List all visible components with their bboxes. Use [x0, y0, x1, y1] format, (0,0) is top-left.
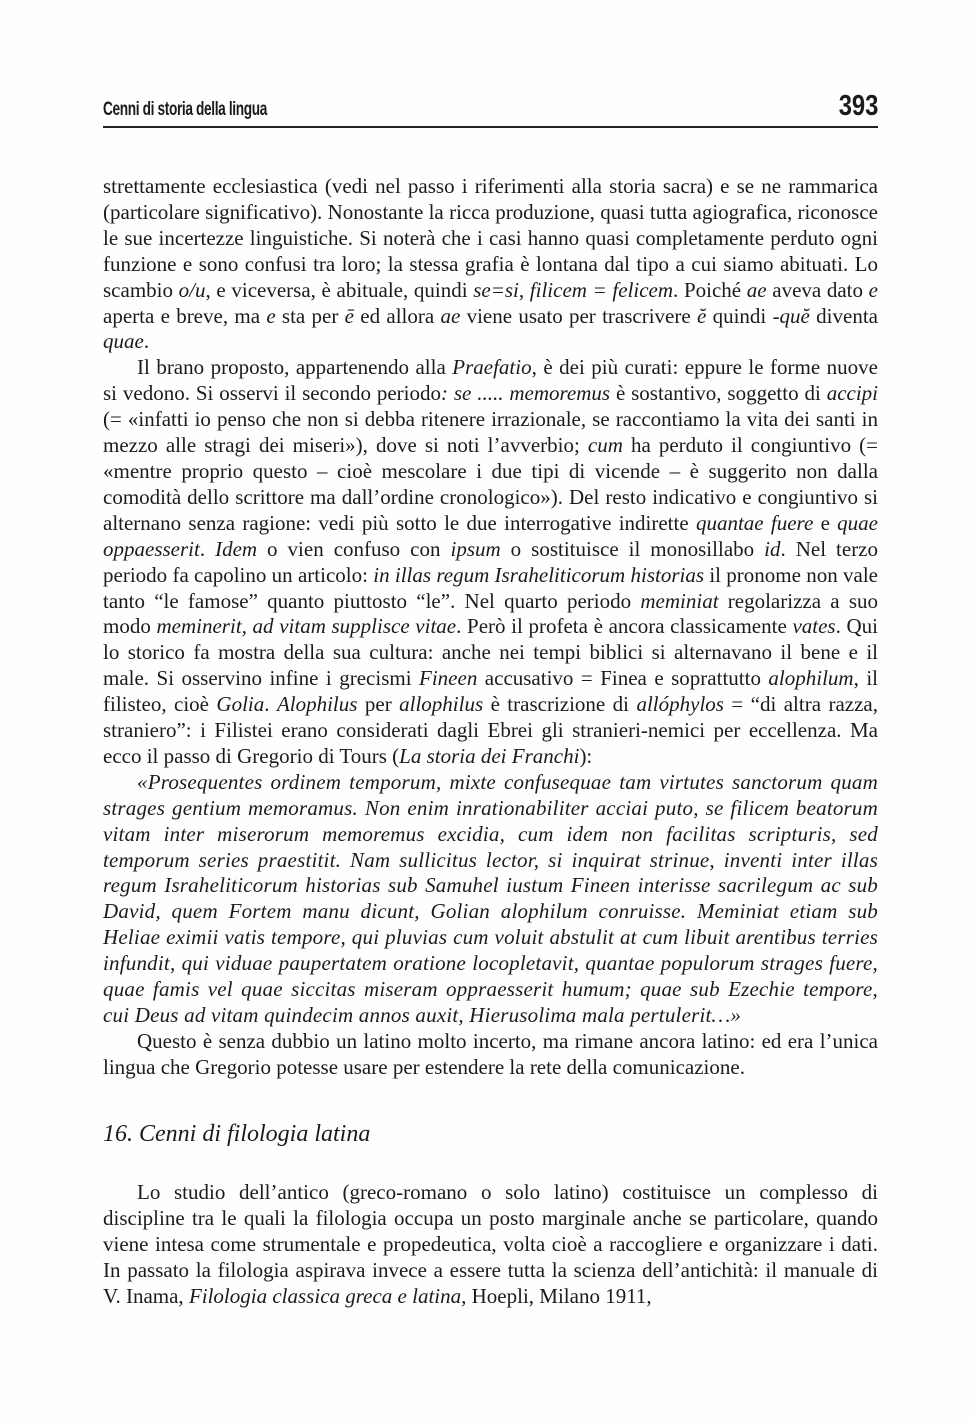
italic-text-run: meminiat — [640, 588, 719, 613]
text-run: quindi — [706, 303, 773, 328]
text-run: aveva dato — [766, 277, 869, 302]
text-run: ): — [579, 743, 593, 768]
italic-text-run: allophilus — [399, 692, 484, 717]
text-run: , il filisteo, cioè — [103, 666, 878, 717]
italic-text-run: vates — [792, 614, 836, 639]
text-run: o vien confuso con — [257, 536, 451, 561]
italic-text-run: La storia dei Franchi — [399, 743, 580, 768]
italic-text-run: : se ..... memoremus — [440, 381, 611, 406]
italic-text-run: Filologia classica greca e latina — [188, 1283, 462, 1308]
running-header — [103, 92, 878, 128]
text-run: aperta e breve, ma — [103, 303, 267, 328]
italic-text-run: 16. Cenni di filologia latina — [103, 1120, 371, 1147]
latin-quote-paragraph — [103, 770, 878, 1029]
running-title: Cenni di storia della lingua — [103, 99, 267, 120]
text-run: strettamente ecclesiastica (vedi nel passo i riferimenti alla storia sacra) e se ne rammarica (particolare significativo). Nonostante la ricca produzione, quasi tutta agiografica, riconosce le sue incertezze linguistiche. Si noterà che i casi hanno quasi completamente perduto ogni funzione e sono confusi tra loro; la stessa grafia è lontana dal tipo a cui siamo abituati. Lo scambio — [103, 174, 878, 302]
text-run: o sostituisce il monosillabo — [500, 536, 765, 561]
text-run: diventa — [809, 303, 878, 328]
italic-text-run: e — [266, 303, 276, 328]
text-run: . Nel terzo periodo fa capolino un articolo: — [103, 536, 879, 587]
italic-text-run: ĕ — [696, 303, 707, 328]
text-run: . Però il profeta è ancora classicamente — [456, 614, 793, 639]
text-run: sta per — [275, 303, 345, 328]
text-run: per — [357, 692, 400, 717]
italic-text-run: ipsum — [450, 536, 501, 561]
italic-text-run: Idem — [215, 536, 258, 561]
text-run: = “di altra razza, straniero”: i Filistei erano considerati dagli Ebrei gli stranieri-nemici per eccellenza. Ma ecco il passo di Gregorio di Tours ( — [103, 692, 878, 768]
text-run: . Qui lo storico fa mostra della sua cultura: anche nei tempi biblici si alternavano il bene e il male. Si osservino infine i grecismi — [103, 614, 878, 691]
text-run: . Poiché — [673, 277, 747, 302]
text-run: (= «infatti io penso che non si debba ritenere irrazionale, se raccontiamo la vita dei santi in mezzo alle stragi dei miseri»), dove si noti l’avverbio; — [103, 407, 878, 458]
text-run: , è dei più curati: eppure le forme nuove si vedono. Si osservi il secondo periodo — [103, 355, 878, 406]
italic-text-run: -quĕ — [772, 303, 810, 328]
text-run: ed allora — [353, 303, 441, 328]
text-run: , e viceversa, è abituale, quindi — [205, 277, 474, 302]
text-run: regolarizza a suo modo — [103, 588, 878, 639]
text-run: è trascrizione di — [483, 692, 637, 717]
italic-text-run: ae — [746, 277, 767, 302]
italic-text-run: accipi — [826, 381, 878, 406]
paragraph-continuation — [103, 174, 878, 355]
italic-text-run: quae oppaesserit — [103, 510, 878, 561]
text-run: Il brano proposto, appartenendo alla — [137, 355, 453, 380]
paragraph-brano-proposto — [103, 355, 878, 770]
italic-text-run: «Prosequentes ordinem temporum, mixte confusequae tam virtutes sanctorum quam strages gentium memoramus. Non enim inrationabiliter acciai puto, se filicem beatorum vitam inter miserorum memoremus excidia, cum idem non facilitas scripturis, sed temporum series praestitit. Nam sullicitus lector, si inquirat strinue, inventi inter illas regum Israheliticorum historias sub Samuhel iustum Fineen interisse sacrilegum ac sub David, quem Fortem manu dicunt, Golian alophilum conruisse. Meminiat etiam sub Heliae eximii vatis tempore, qui pluvias cum voluit abstulit at cum libuit arentibus terries infundit, qui viduae paupertatem oratione locopletavit, quantae populorum strages fuere, quae famis vel quae siccitas miseram oppraesserit humum; quae sub Ezechie tempore, cui Deus ad vitam quindecim annos auxit, Hierusolima mala pertulerit…» — [103, 769, 878, 1027]
italic-text-run: ae — [440, 303, 461, 328]
paragraph-filologia — [103, 1180, 878, 1310]
section-heading — [103, 1121, 878, 1147]
italic-text-run: Fineen — [419, 666, 478, 691]
italic-text-run: quae — [103, 329, 144, 354]
italic-text-run: o/u — [178, 277, 206, 302]
italic-text-run: Alophilus — [276, 692, 358, 717]
italic-text-run: e — [868, 277, 878, 302]
text-run: . — [264, 692, 277, 717]
text-run: e — [813, 510, 838, 535]
text-run: Lo studio dell’antico (greco-romano o solo latino) costituisce un complesso di discipline tra le quali la filologia occupa un posto marginale anche se particolare, quando viene intesa come strumentale e propedeutica, volta cioè a raccogliere e organizzare i dati. In passato la filologia aspirava invece a essere tutta la scienza dell’antichità: il manuale di V. Inama, — [103, 1180, 878, 1308]
italic-text-run: id — [764, 536, 781, 561]
italic-text-run: se=si, filicem = felicem — [473, 277, 674, 302]
text-run: Questo è senza dubbio un latino molto incerto, ma rimane ancora latino: ed era l’unica lingua che Gregorio potesse usare per estendere la rete della comunicazione. — [103, 1028, 878, 1079]
text-run: viene usato per trascrivere — [460, 303, 697, 328]
italic-text-run: Golia — [216, 692, 265, 717]
page-number: 393 — [838, 90, 878, 122]
italic-text-run: quantae fuere — [695, 510, 814, 535]
text-run: accusativo = Finea e soprattutto — [477, 666, 769, 691]
content-blocks — [103, 174, 878, 1310]
text-run: , Hoepli, Milano 1911, — [461, 1283, 652, 1308]
italic-text-run: Praefatio — [452, 355, 532, 380]
text-run: . — [143, 329, 150, 354]
paragraph-conclusione-latino — [103, 1029, 878, 1081]
italic-text-run: in illas regum Israheliticorum historias — [373, 562, 705, 587]
italic-text-run: cum — [587, 433, 623, 458]
italic-text-run: ē — [344, 303, 354, 328]
text-run: il pronome non vale tanto “le famose” quanto piuttosto “le”. Nel quarto periodo — [103, 562, 879, 613]
text-run: . — [199, 536, 216, 561]
text-run: ha perduto il congiuntivo (= «mentre proprio questo – cioè mescolare i due tipi di vicende – è suggerito non dalla comodità dello scrittore ma dall’ordine cronologico»). Del resto indicativo e congiuntivo si alternano senza ragione: vedi più sotto le due interrogative indirette — [103, 433, 878, 535]
italic-text-run: alophilum — [768, 666, 854, 691]
text-run: è sostantivo, soggetto di — [610, 381, 827, 406]
italic-text-run: meminerit, ad vitam supplisce vitae — [156, 614, 457, 639]
italic-text-run: allóphylos — [636, 692, 724, 717]
